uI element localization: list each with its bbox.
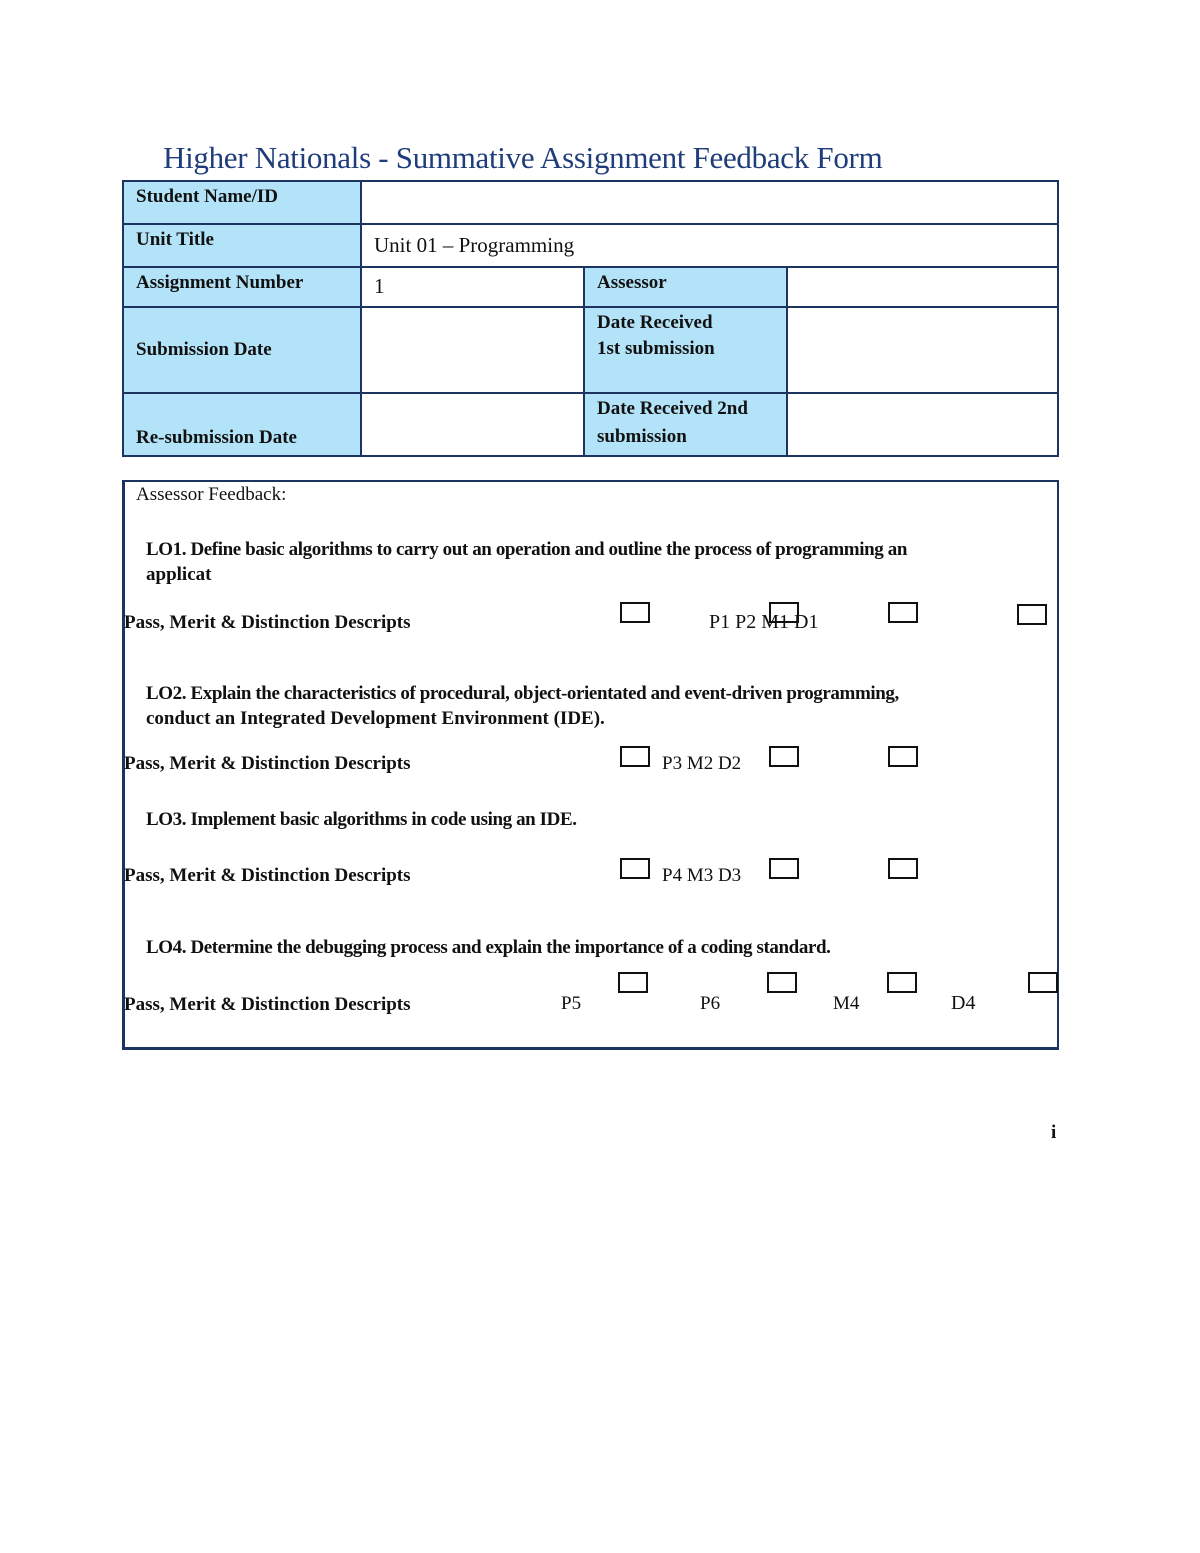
lo1-checkbox-d1[interactable] xyxy=(1017,604,1047,625)
unit-title-field[interactable]: Unit 01 – Programming xyxy=(360,223,1059,268)
date-received-2-label xyxy=(583,392,788,457)
lo2-checkbox-m2[interactable] xyxy=(769,746,799,767)
lo4-text-line1: LO4. Determine the debugging process and explain the importance of a coding standard. xyxy=(146,937,831,958)
lo2-text-line2: conduct an Integrated Development Environment (IDE). xyxy=(146,708,605,729)
lo4-checkbox-m4[interactable] xyxy=(887,972,917,993)
date-received-1-field[interactable] xyxy=(786,306,1059,394)
lo3-checkbox-p4[interactable] xyxy=(620,858,650,879)
resubmission-date-text: Re-submission Date xyxy=(136,427,297,448)
student-name-field[interactable] xyxy=(360,180,1059,225)
lo4-checkbox-p6[interactable] xyxy=(767,972,797,993)
date-received-2-field[interactable] xyxy=(786,392,1059,457)
resubmission-date-field[interactable] xyxy=(360,392,585,457)
lo2-descripts-label: Pass, Merit & Distinction Descripts xyxy=(124,753,411,774)
lo2-text-line1: LO2. Explain the characteristics of procedural, object-orientated and event-driven programming, xyxy=(146,683,899,704)
date-received-1-label xyxy=(583,306,788,394)
lo1-descripts-label: Pass, Merit & Distinction Descripts xyxy=(124,612,411,633)
lo3-checkbox-m3[interactable] xyxy=(769,858,799,879)
lo4-d4-label: D4 xyxy=(951,992,976,1014)
lo4-checkbox-p5[interactable] xyxy=(618,972,648,993)
date-received-1-line2: 1st submission xyxy=(597,338,715,359)
lo1-checkbox-m1[interactable] xyxy=(888,602,918,623)
assessor-field[interactable] xyxy=(786,266,1059,308)
lo4-descripts-label: Pass, Merit & Distinction Descripts xyxy=(124,994,411,1015)
lo2-checkbox-p3[interactable] xyxy=(620,746,650,767)
unit-title-label: Unit Title xyxy=(122,223,362,268)
page-number: i xyxy=(1051,1122,1057,1143)
lo2-grades-label: P3 M2 D2 xyxy=(662,753,742,774)
lo3-descripts-label: Pass, Merit & Distinction Descripts xyxy=(124,865,411,886)
date-received-1-line1: Date Received xyxy=(597,312,713,333)
lo4-m4-label: M4 xyxy=(833,993,860,1014)
lo4-p6-label: P6 xyxy=(700,993,721,1014)
lo1-checkbox-p2[interactable] xyxy=(769,602,799,623)
lo4-checkbox-d4[interactable] xyxy=(1028,972,1058,993)
date-received-2-line1: Date Received 2nd xyxy=(597,398,748,419)
lo4-p5-label: P5 xyxy=(561,993,582,1014)
assignment-number-field[interactable]: 1 xyxy=(360,266,585,308)
lo1-grades-label: P1 P2 M1 D1 xyxy=(709,611,819,633)
lo1-text-line1: LO1. Define basic algorithms to carry out an operation and outline the process of programming an xyxy=(146,539,907,560)
lo1-checkbox-p1[interactable] xyxy=(620,602,650,623)
submission-date-text: Submission Date xyxy=(136,339,272,360)
lo3-text-line1: LO3. Implement basic algorithms in code using an IDE. xyxy=(146,809,577,830)
lo3-checkbox-d3[interactable] xyxy=(888,858,918,879)
student-name-label: Student Name/ID xyxy=(122,180,362,225)
lo1-text-line2: applicat xyxy=(146,564,212,585)
assignment-number-label: Assignment Number xyxy=(122,266,362,308)
date-received-2-line2: submission xyxy=(597,426,687,447)
header-table xyxy=(122,180,1059,457)
feedback-heading: Assessor Feedback: xyxy=(136,484,287,505)
assessor-label: Assessor xyxy=(583,266,788,308)
resubmission-date-label xyxy=(122,392,362,457)
form-title: Higher Nationals - Summative Assignment Feedback Form xyxy=(163,140,883,175)
submission-date-label xyxy=(122,306,362,394)
lo3-grades-label: P4 M3 D3 xyxy=(662,865,742,886)
lo2-checkbox-d2[interactable] xyxy=(888,746,918,767)
submission-date-field[interactable] xyxy=(360,306,585,394)
